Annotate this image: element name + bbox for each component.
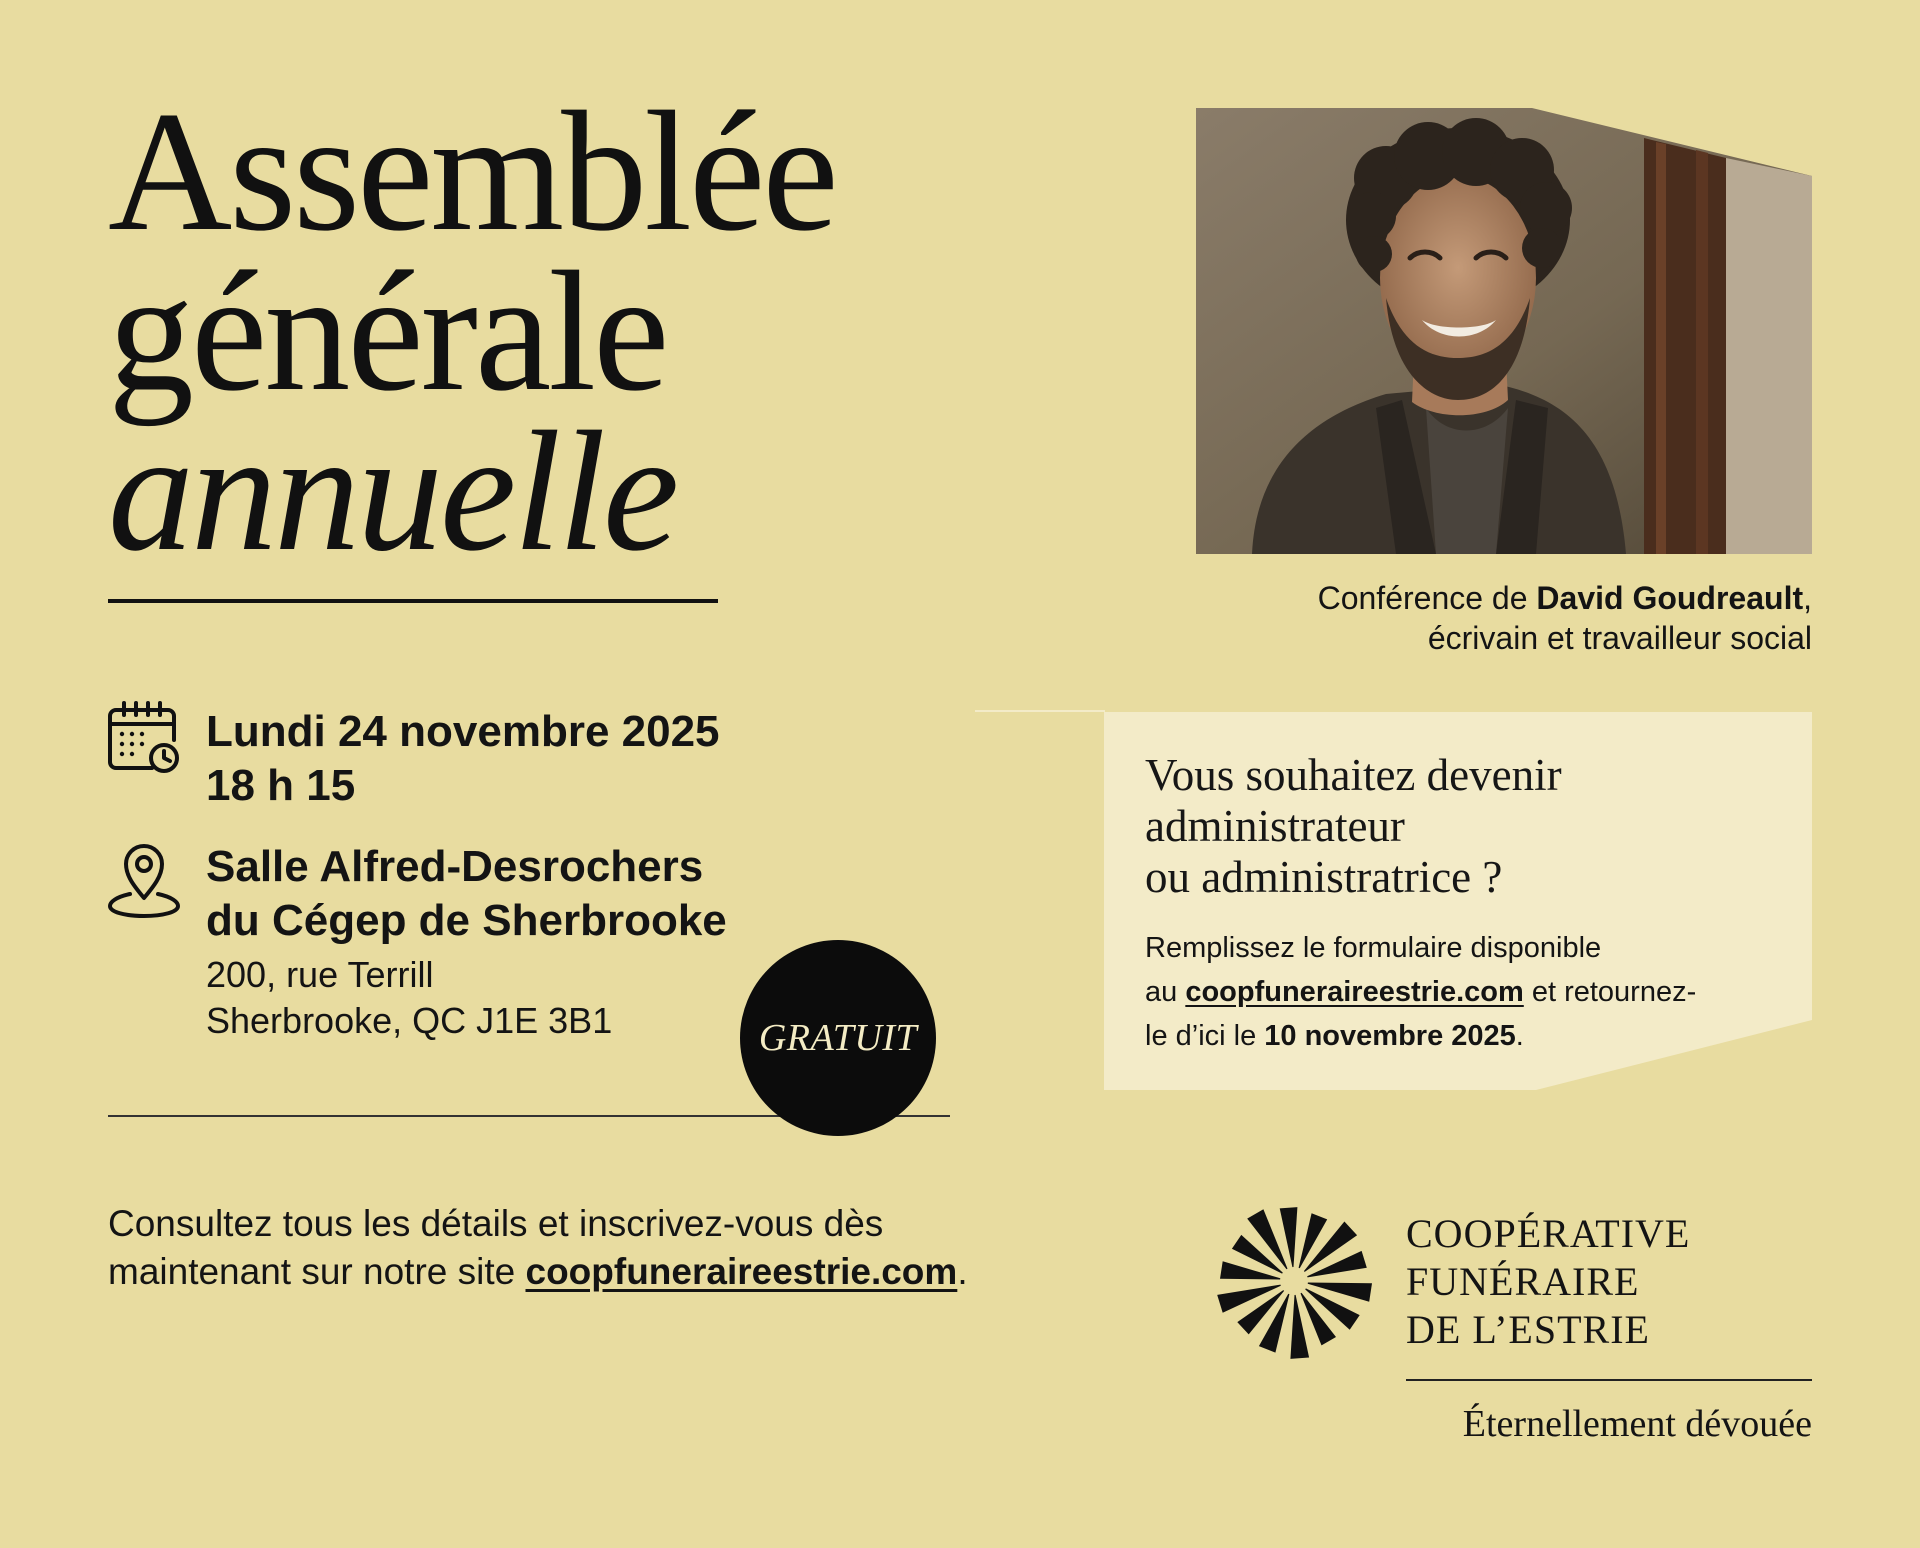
speaker-photo — [1196, 108, 1812, 554]
title-line-3: annuelle — [108, 397, 677, 587]
website-link[interactable]: coopfuneraireestrie.com — [525, 1251, 958, 1292]
event-date-time — [206, 705, 720, 813]
callout-website-link[interactable]: coopfuneraireestrie.com — [1185, 976, 1524, 1008]
registration-line-1: Consultez tous les détails et inscrivez-vous dès — [108, 1203, 884, 1244]
logo-ray — [1299, 1213, 1328, 1268]
caption-comma: , — [1803, 580, 1812, 616]
registration-note — [108, 1200, 968, 1296]
logo-ray — [1307, 1251, 1367, 1278]
sunburst-logo-icon — [1208, 1200, 1380, 1362]
brand-tagline: Éternellement dévouée — [1462, 1403, 1812, 1445]
callout-deadline: 10 novembre 2025 — [1264, 1020, 1516, 1052]
title-line-1: Assemblée — [108, 77, 836, 267]
event-address — [206, 952, 612, 1044]
callout-body-line-1: Remplissez le formulaire disponible — [1145, 932, 1602, 964]
venue-line-2: du Cégep de Sherbrooke — [206, 896, 727, 945]
title-line-2: générale — [108, 237, 667, 427]
callout-body-line-3 — [1145, 1014, 1696, 1058]
brand-line-1: COOPÉRATIVE — [1406, 1211, 1691, 1256]
free-badge-label: GRATUIT — [758, 1017, 918, 1059]
caption-line-1 — [1318, 578, 1812, 618]
caption-prefix: Conférence de — [1317, 580, 1537, 616]
event-venue — [206, 840, 727, 948]
venue-line-1: Salle Alfred-Desrochers — [206, 842, 704, 891]
address-line-1: 200, rue Terrill — [206, 954, 434, 995]
brand-name — [1406, 1210, 1690, 1354]
callout-body-line-3-suffix: . — [1515, 1020, 1524, 1052]
callout-body-line-2-prefix: au — [1145, 976, 1186, 1008]
speaker-name: David Goudreault — [1536, 580, 1804, 616]
speaker-caption — [1318, 578, 1812, 658]
registration-line-2-prefix: maintenant sur notre site — [108, 1251, 526, 1292]
brand-divider — [1406, 1379, 1812, 1381]
event-time: 18 h 15 — [206, 761, 356, 810]
address-line-2: Sherbrooke, QC J1E 3B1 — [206, 1000, 613, 1041]
callout-body-line-2 — [1145, 970, 1696, 1014]
callout-body-line-2-suffix: et retournez- — [1523, 976, 1697, 1008]
callout-connector-line — [975, 710, 1105, 712]
brand-line-3: DE L’ESTRIE — [1406, 1307, 1650, 1352]
callout-body-line-3-prefix: le d’ici le — [1145, 1020, 1265, 1052]
callout-heading-line-2: administrateur — [1145, 801, 1405, 851]
free-badge — [740, 940, 936, 1136]
brand-line-2: FUNÉRAIRE — [1406, 1259, 1640, 1304]
callout-heading-line-3: ou administratrice ? — [1145, 852, 1503, 902]
location-pin-icon — [106, 840, 182, 920]
callout-heading-line-1: Vous souhaitez devenir — [1145, 750, 1562, 800]
event-date: Lundi 24 novembre 2025 — [206, 707, 720, 756]
registration-line-2 — [108, 1248, 968, 1296]
speaker-role: écrivain et travailleur social — [1427, 620, 1812, 656]
calendar-clock-icon — [106, 700, 182, 776]
callout-heading — [1145, 750, 1562, 903]
registration-line-2-suffix: . — [957, 1251, 968, 1292]
page-title — [108, 77, 836, 587]
callout-body — [1145, 926, 1696, 1058]
title-underline — [108, 599, 718, 603]
